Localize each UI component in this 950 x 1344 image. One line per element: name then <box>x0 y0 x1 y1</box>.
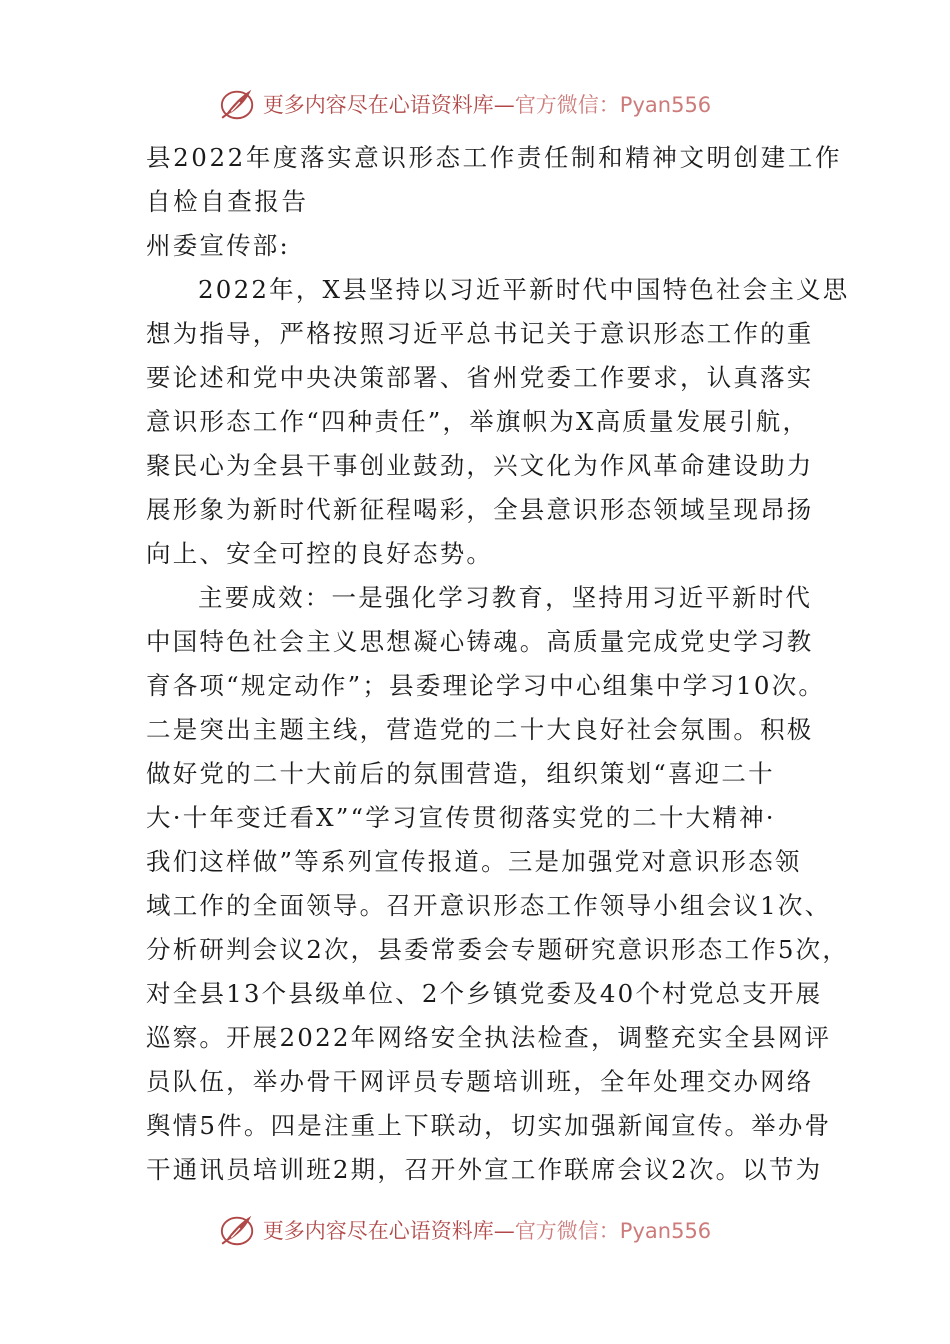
paragraph-line: 域工作的全面领导。召开意识形态工作领导小组会议1次、 <box>146 891 832 920</box>
paragraph-line: 二是突出主题主线，营造党的二十大良好社会氛围。积极 <box>146 715 814 744</box>
watermark-text: 更多内容尽在心语资料库—官方微信：Pyan556 <box>262 1219 712 1243</box>
header-watermark-banner <box>0 82 950 126</box>
document-body <box>146 136 850 1192</box>
watermark-text: 更多内容尽在心语资料库—官方微信：Pyan556 <box>262 93 712 117</box>
paragraph-line: 对全县13个县级单位、2个乡镇党委及40个村党总支开展 <box>146 979 823 1008</box>
paragraph-line: 要论述和党中央决策部署、省州党委工作要求，认真落实 <box>146 363 814 392</box>
paragraph-line: 育各项“规定动作”；县委理论学习中心组集中学习10次。 <box>146 671 826 700</box>
paragraph-line: 2022年，X县坚持以习近平新时代中国特色社会主义思 <box>198 275 850 304</box>
paragraph-intro <box>146 268 850 576</box>
document-title-line-1: 县2022年度落实意识形态工作责任制和精神文明创建工作 <box>146 143 843 172</box>
document-recipient: 州委宣传部: <box>146 231 290 260</box>
paragraph-line: 主要成效：一是强化学习教育，坚持用习近平新时代 <box>198 583 813 612</box>
paragraph-achievements <box>146 576 850 1192</box>
paragraph-line: 聚民心为全县干事创业鼓劲，兴文化为作风革命建设助力 <box>146 451 814 480</box>
paragraph-line: 大·十年变迁看X”“学习宣传贯彻落实党的二十大精神· <box>146 803 776 832</box>
paragraph-line: 我们这样做”等系列宣传报道。三是加强党对意识形态领 <box>146 847 802 876</box>
footer-watermark-banner <box>0 1208 950 1252</box>
paragraph-line: 员队伍，举办骨干网评员专题培训班，全年处理交办网络 <box>146 1067 814 1096</box>
paragraph-line: 做好党的二十大前后的氛围营造，组织策划“喜迎二十 <box>146 759 775 788</box>
document-title-line-2: 自检自查报告 <box>146 187 309 216</box>
paragraph-line: 想为指导，严格按照习近平总书记关于意识形态工作的重 <box>146 319 814 348</box>
paragraph-line: 舆情5件。四是注重上下联动，切实加强新闻宣传。举办骨 <box>146 1111 832 1140</box>
paragraph-line: 向上、安全可控的良好态势。 <box>146 539 494 568</box>
paragraph-line: 干通讯员培训班2期，召开外宣工作联席会议2次。以节为 <box>146 1155 823 1184</box>
paragraph-line: 分析研判会议2次，县委常委会专题研究意识形态工作5次， <box>146 935 850 964</box>
paragraph-line: 中国特色社会主义思想凝心铸魂。高质量完成党史学习教 <box>146 627 814 656</box>
quill-logo-icon <box>219 85 257 123</box>
paragraph-line: 巡察。开展2022年网络安全执法检查，调整充实全县网评 <box>146 1023 832 1052</box>
paragraph-line: 意识形态工作“四种责任”，举旗帜为X高质量发展引航， <box>146 407 810 436</box>
paragraph-line: 展形象为新时代新征程喝彩，全县意识形态领域呈现昂扬 <box>146 495 814 524</box>
quill-logo-icon <box>219 1211 257 1249</box>
